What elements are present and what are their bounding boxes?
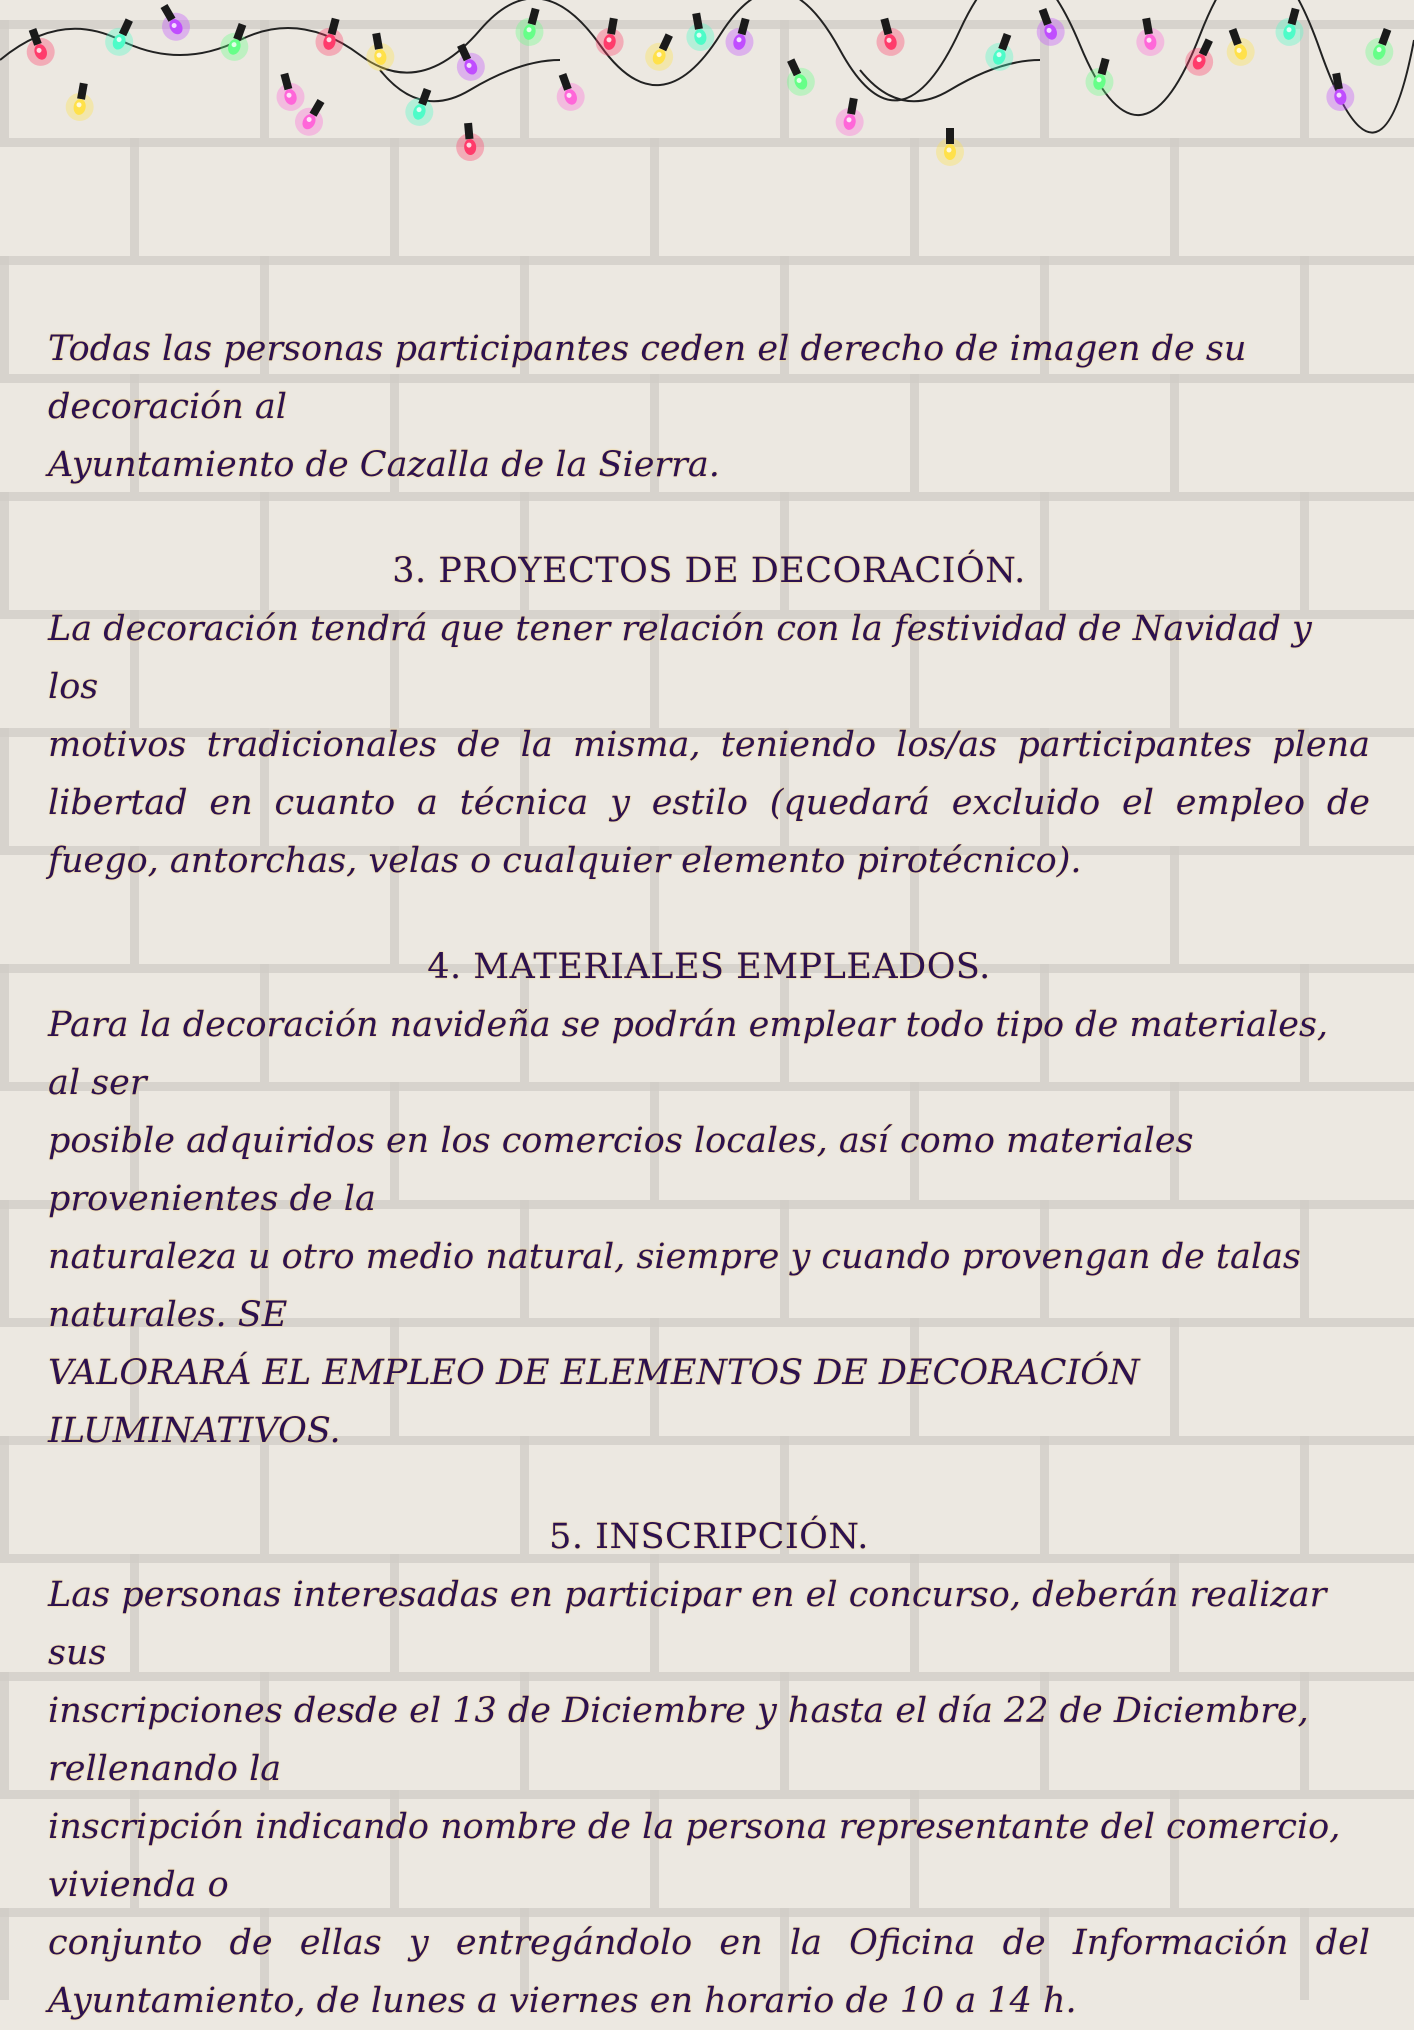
section-heading-registration: 5. INSCRIPCIÓN. xyxy=(549,1517,869,1557)
section-heading-projects: 3. PROYECTOS DE DECORACIÓN. xyxy=(392,551,1026,591)
light-bulb xyxy=(1322,71,1356,113)
mortar-joint xyxy=(0,1908,9,2000)
light-bulb xyxy=(362,31,396,73)
intro-line-2: Ayuntamiento de Cazalla de la Sierra. xyxy=(48,445,720,485)
light-bulb xyxy=(448,39,489,85)
section-materials-line-4: VALORARÁ EL EMPLEO DE ELEMENTOS DE DECORACIÓN ILUMINATIVOS. xyxy=(48,1353,1140,1451)
section-projects xyxy=(48,542,1370,890)
section-projects-line-1: La decoración tendrá que tener relación con la festividad de Navidad y los xyxy=(48,609,1312,707)
mortar-joint xyxy=(0,1672,9,1790)
mortar-joint xyxy=(0,492,9,610)
light-bulb xyxy=(778,54,819,100)
light-bulb xyxy=(512,5,549,49)
light-bulb xyxy=(271,70,308,114)
light-bulb xyxy=(549,70,588,115)
light-bulb xyxy=(593,16,627,58)
light-bulb xyxy=(1219,25,1258,70)
section-materials-line-2: posible adquiridos en los comercios locales, así como materiales provenientes de la xyxy=(48,1121,1194,1219)
section-registration-line-1: Las personas interesadas en participar en el concurso, deberán realizar sus xyxy=(48,1575,1327,1673)
light-bulb xyxy=(1361,25,1400,70)
rules-document xyxy=(48,320,1370,2030)
light-bulb xyxy=(1181,34,1222,80)
mortar-joint xyxy=(0,964,9,1082)
light-bulb xyxy=(833,96,867,138)
light-bulb xyxy=(63,81,97,123)
mortar-joint xyxy=(0,1200,9,1318)
light-bulb xyxy=(101,14,142,60)
mortar-joint xyxy=(0,256,9,374)
section-materials-line-3: naturaleza u otro medio natural, siempre y cuando provengan de talas naturales. SE xyxy=(48,1237,1301,1335)
light-bulb xyxy=(981,30,1020,75)
intro-line-1: Todas las personas participantes ceden el derecho de imagen de su decoración al xyxy=(48,329,1247,427)
light-bulb xyxy=(401,85,440,130)
section-registration-line-3: inscripción indicando nombre de la persona representante del comercio, vivienda o xyxy=(48,1807,1341,1905)
light-bulb xyxy=(871,15,908,59)
mortar-joint xyxy=(0,1436,9,1554)
light-bulb xyxy=(722,15,759,59)
light-bulb xyxy=(312,15,349,59)
light-bulb xyxy=(216,20,255,65)
section-heading-materials: 4. MATERIALES EMPLEADOS. xyxy=(427,947,991,987)
light-bulb xyxy=(454,122,485,162)
light-bulb xyxy=(641,29,682,75)
section-materials-line-1: Para la decoración navideña se podrán emplear todo tipo de materiales, al ser xyxy=(48,1005,1329,1103)
section-registration-body: conjunto de ellas y entregándolo en la Oficina de Información del Ayuntamiento, de lunes a viernes en horario de 10 a 14 h. xyxy=(48,1923,1370,2021)
light-bulb xyxy=(1132,16,1166,58)
section-materials xyxy=(48,938,1370,1460)
light-bulb xyxy=(936,128,964,166)
light-bulb xyxy=(152,0,195,46)
section-projects-body: motivos tradicionales de la misma, teniendo los/as participantes plena libertad en cuanto a técnica y estilo (quedará excluido el empleo de fuego, antorchas, velas o cualquier elemento pirotécnico). xyxy=(48,725,1370,881)
mortar-line xyxy=(0,256,1414,265)
christmas-lights-garland xyxy=(0,0,1414,170)
section-registration-line-2: inscripciones desde el 13 de Diciembre y hasta el día 22 de Diciembre, rellenando la xyxy=(48,1691,1309,1789)
mortar-joint xyxy=(0,728,9,846)
light-bulb xyxy=(1029,5,1068,50)
section-registration xyxy=(48,1508,1370,2030)
